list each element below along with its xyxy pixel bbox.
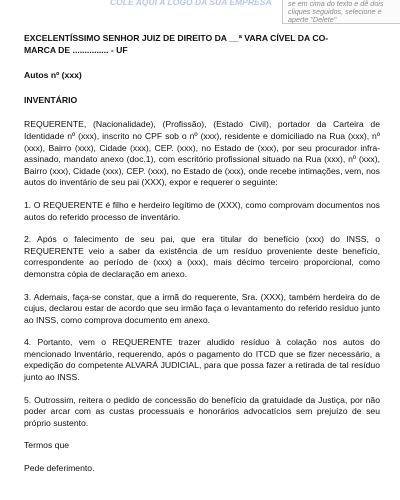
closing-line-1: Termos que bbox=[24, 440, 70, 451]
paragraph-5: 5. Outrossim, reitera o pedido de concessão do benefício da gratuidade da Justiça, por não poder arcar com as custas processuais e honorários advocatícios sem prejuízo de seu próprio sustento. bbox=[24, 394, 380, 428]
court-address-line-2: MARCA DE ............... - UF bbox=[24, 44, 128, 55]
case-number: Autos nº (xxx) bbox=[24, 70, 82, 81]
closing-line-2: Pede deferimento. bbox=[24, 463, 95, 474]
section-title: INVENTÁRIO bbox=[24, 94, 78, 105]
paragraph-2: 2. Após o falecimento de seu pai, que era titular do benefício (xxx) do INSS, o REQUERENTE veio a saber da existência de um resíduo proveniente deste benefício, correspondente ao período de (xxx) a (xxx), mais décimo terceiro proporcional, como demonstra cópia de declaração em anexo. bbox=[24, 234, 380, 279]
intro-paragraph: REQUERENTE, (Nacionalidade), (Profissão), (Estado Civil), portador da Carteira de Identidade nº (xxx), inscrito no CPF sob o nº (xxx), residente e domiciliado na Rua (xxx), nº (xxx), Bairro (xxx), Cidade (xxx), CEP. (xxx), no Estado de (xxx), por seu procurador infra-assinado, mandato anexo (doc.1), com escritório profissional situado na Rua (xxx), nº (xxx), Bairro (xxx), Cidade (xxx), CEP. (xxx), no Estado de (xxx), onde recebe intimações, vem, nos autos do inventário de seu pai (XXX), expor e requerer o seguinte: bbox=[24, 119, 380, 188]
document-body bbox=[24, 33, 380, 475]
paragraph-1: 1. O REQUERENTE é filho e herdeiro legítimo de (XXX), como comprovam documentos nos autos do referido processo de inventário. bbox=[24, 199, 380, 222]
logo-placeholder: COLE AQUI A LOGO DA SUA EMPRESA bbox=[110, 0, 272, 7]
instruction-note: se em cima do texto e dê dois cliques seguidos, selecione e aperte "Delete" bbox=[282, 0, 400, 24]
paragraph-3: 3. Ademais, faça-se constar, que a irmã do requerente, Sra. (XXX), também herdeira do de cujus, declarou estar de acordo que seu irmão faça o levantamento do referido resíduo junto ao INSS, como comprova documento em anexo. bbox=[24, 291, 380, 325]
paragraph-4: 4. Portanto, vem o REQUERENTE trazer aludido resíduo à colação nos autos do mencionado Inventário, requerendo, após o pagamento do ITCD que se fizer necessário, a expedição do competente ALVARÁ JUDICIAL, para que possa fazer a retirada de tal resíduo junto ao INSS. bbox=[24, 337, 380, 383]
court-address-line-1: EXCELENTÍSSIMO SENHOR JUIZ DE DIREITO DA __ª VARA CÍVEL DA CO- bbox=[24, 33, 329, 43]
